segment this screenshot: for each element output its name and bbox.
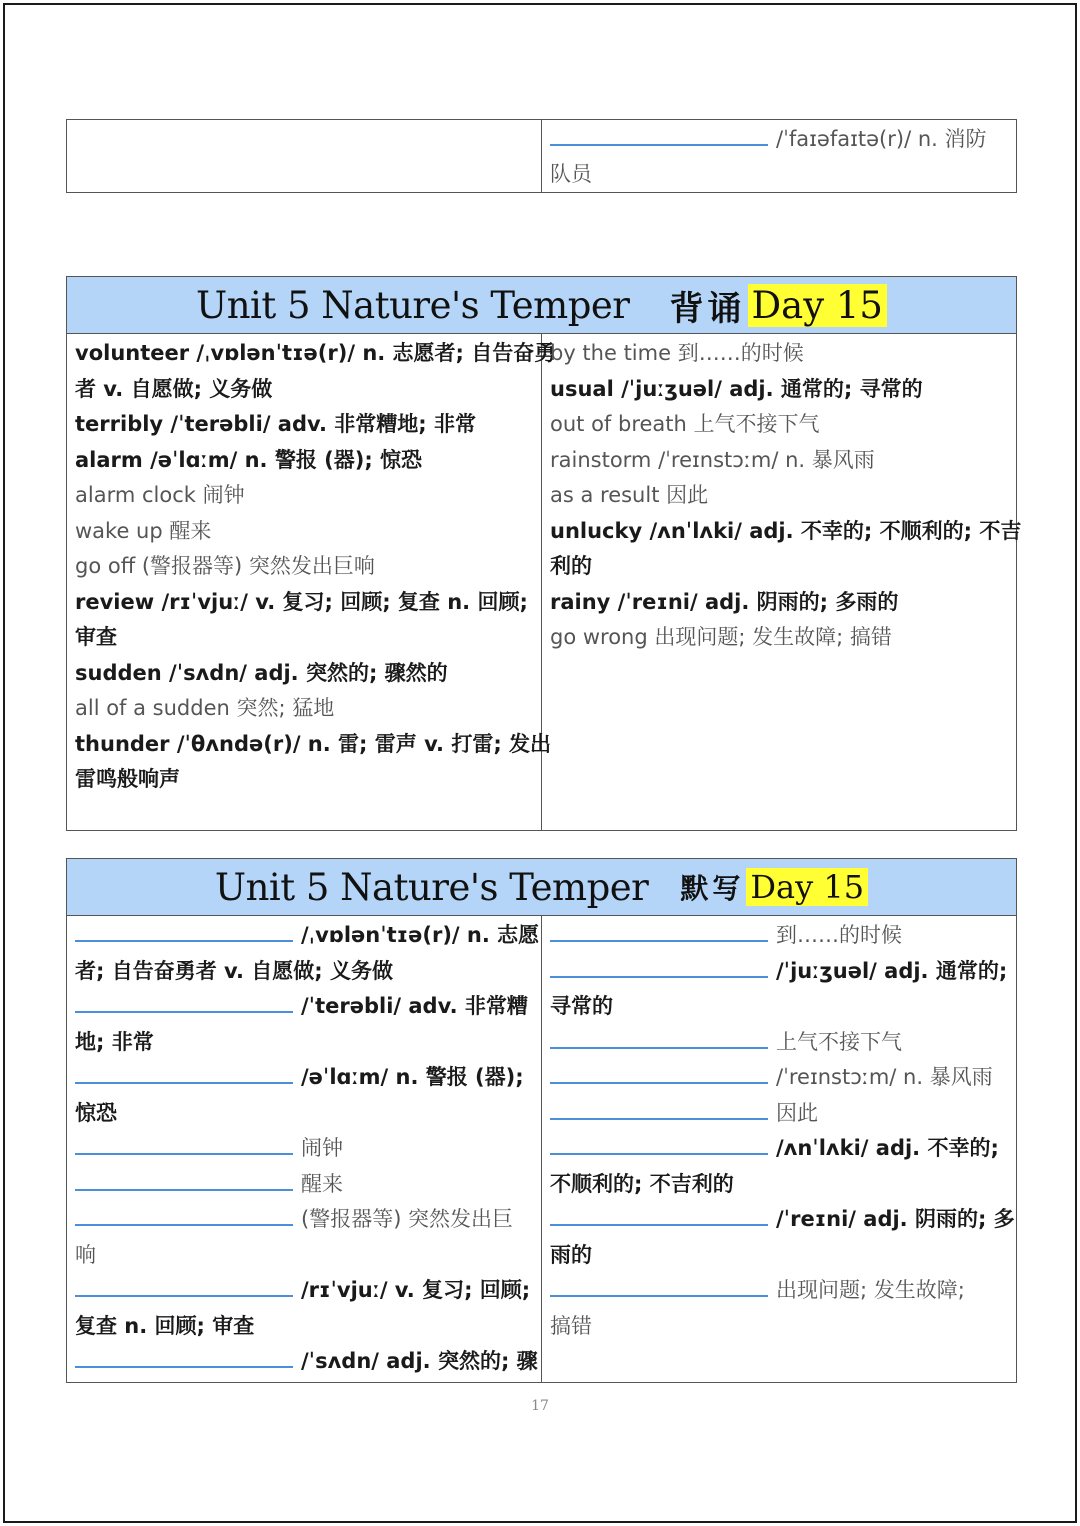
vocab-line: /ˌvɒlənˈtɪə(r)/ n. 志愿 (75, 918, 533, 954)
vocab-line: /ˈreɪni/ adj. 阴雨的; 多 (550, 1202, 1008, 1238)
answer-blank[interactable] (550, 1096, 768, 1120)
dictation-left-column (67, 916, 542, 1383)
vocab-line: 利的 (550, 554, 592, 578)
vocab-line: 出现问题; 发生故障; (550, 1273, 1008, 1309)
answer-blank[interactable] (75, 918, 293, 942)
recite-left-column (67, 334, 556, 831)
vocab-line: 者 v. 自愿做; 义务做 (75, 376, 273, 401)
vocab-line: 响 (75, 1242, 96, 1267)
vocab-line: alarm /əˈlɑːm/ n. 警报 (器); 惊恐 (75, 447, 423, 472)
vocab-line: /ˈjuːʒuəl/ adj. 通常的; (550, 954, 1008, 990)
vocab-line: by the time 到……的时候 (550, 341, 804, 365)
vocab-line: /ˈsʌdn/ adj. 突然的; 骤 (75, 1344, 533, 1380)
day-label: Day 15 (746, 868, 868, 906)
vocab-line: wake up 醒来 (75, 518, 212, 543)
mode-label: 背诵 (669, 288, 746, 329)
answer-blank[interactable] (75, 1167, 293, 1191)
dictation-table (66, 858, 1017, 1383)
recite-table (66, 276, 1022, 831)
vocab-line: 寻常的 (550, 994, 613, 1018)
vocab-line: 者; 自告奋勇者 v. 自愿做; 义务做 (75, 958, 393, 983)
answer-blank[interactable] (75, 989, 293, 1013)
page-number: 17 (531, 1398, 549, 1414)
answer-blank[interactable] (550, 1025, 768, 1049)
vocab-line: 醒来 (75, 1167, 533, 1203)
answer-blank[interactable] (75, 1344, 293, 1368)
answer-blank[interactable] (550, 1202, 768, 1226)
vocab-line: 雨的 (550, 1242, 592, 1267)
vocab-line: all of a sudden 突然; 猛地 (75, 696, 335, 720)
recite-header (67, 277, 1017, 334)
answer-blank[interactable] (75, 1131, 293, 1155)
vocab-line: 上气不接下气 (550, 1025, 1008, 1061)
answer-blank[interactable] (550, 954, 768, 978)
vocab-line: sudden /ˈsʌdn/ adj. 突然的; 骤然的 (75, 660, 448, 685)
day-label: Day 15 (748, 284, 887, 327)
vocab-line: /əˈlɑːm/ n. 警报 (器); (75, 1060, 533, 1096)
vocab-line: /ˈfaɪəfaɪtə(r)/ n. 消防 (550, 122, 1008, 158)
vocab-line: review /rɪˈvjuː/ v. 复习; 回顾; 复查 n. 回顾; (75, 589, 528, 614)
vocab-line: 队员 (550, 161, 592, 186)
dictation-right-column (542, 916, 1017, 1383)
vocab-line: 因此 (550, 1096, 1008, 1132)
answer-blank[interactable] (550, 1060, 768, 1084)
vocab-line: usual /ˈjuːʒuəl/ adj. 通常的; 寻常的 (550, 376, 923, 401)
vocab-line: /rɪˈvjuː/ v. 复习; 回顾; (75, 1273, 533, 1309)
vocab-line: as a result 因此 (550, 483, 709, 507)
vocab-line: 地; 非常 (75, 1029, 154, 1054)
vocab-line: thunder /ˈθʌndə(r)/ n. 雷; 雷声 v. 打雷; 发出 (75, 731, 552, 756)
vocab-line: go wrong 出现问题; 发生故障; 搞错 (550, 625, 892, 649)
vocab-line: go off (警报器等) 突然发出巨响 (75, 554, 375, 578)
vocab-line: 闹钟 (75, 1131, 533, 1167)
top-left-cell (67, 120, 542, 193)
vocab-line: 到……的时候 (550, 918, 1008, 954)
vocab-line: 不顺利的; 不吉利的 (550, 1171, 734, 1196)
answer-blank[interactable] (550, 1273, 768, 1297)
unit-title: Unit 5 Nature's Temper (214, 865, 649, 909)
vocab-line: 惊恐 (75, 1100, 117, 1125)
vocab-line: 搞错 (550, 1313, 592, 1338)
vocab-line: 审查 (75, 625, 117, 649)
vocab-line: (警报器等) 突然发出巨 (75, 1202, 533, 1238)
dictation-header (67, 859, 1017, 916)
top-right-cell (542, 120, 1017, 193)
vocab-line: /ˈterəbli/ adv. 非常糟 (75, 989, 533, 1025)
answer-blank[interactable] (75, 1202, 293, 1226)
vocab-line: rainstorm /ˈreɪnstɔːm/ n. 暴风雨 (550, 447, 875, 472)
vocab-line: 复查 n. 回顾; 审查 (75, 1313, 255, 1338)
vocab-line: alarm clock 闹钟 (75, 483, 245, 507)
answer-blank[interactable] (550, 1131, 768, 1155)
vocab-line: unlucky /ʌnˈlʌki/ adj. 不幸的; 不顺利的; 不吉 (550, 518, 1022, 543)
vocab-line: out of breath 上气不接下气 (550, 412, 820, 436)
answer-blank[interactable] (550, 918, 768, 942)
vocab-line: /ˈreɪnstɔːm/ n. 暴风雨 (550, 1060, 1008, 1096)
answer-blank[interactable] (550, 122, 768, 146)
vocab-line: 雷鸣般响声 (75, 767, 180, 791)
top-vocab-table (66, 119, 1017, 193)
vocab-line: terribly /ˈterəbli/ adv. 非常糟地; 非常 (75, 412, 476, 436)
recite-right-column (542, 334, 1022, 831)
vocab-line: /ʌnˈlʌki/ adj. 不幸的; (550, 1131, 1008, 1167)
mode-label: 默写 (680, 872, 745, 905)
vocab-line: rainy /ˈreɪni/ adj. 阴雨的; 多雨的 (550, 589, 899, 614)
vocab-line: volunteer /ˌvɒlənˈtɪə(r)/ n. 志愿者; 自告奋勇 (75, 341, 556, 365)
answer-blank[interactable] (75, 1060, 293, 1084)
unit-title: Unit 5 Nature's Temper (196, 283, 630, 327)
answer-blank[interactable] (75, 1273, 293, 1297)
